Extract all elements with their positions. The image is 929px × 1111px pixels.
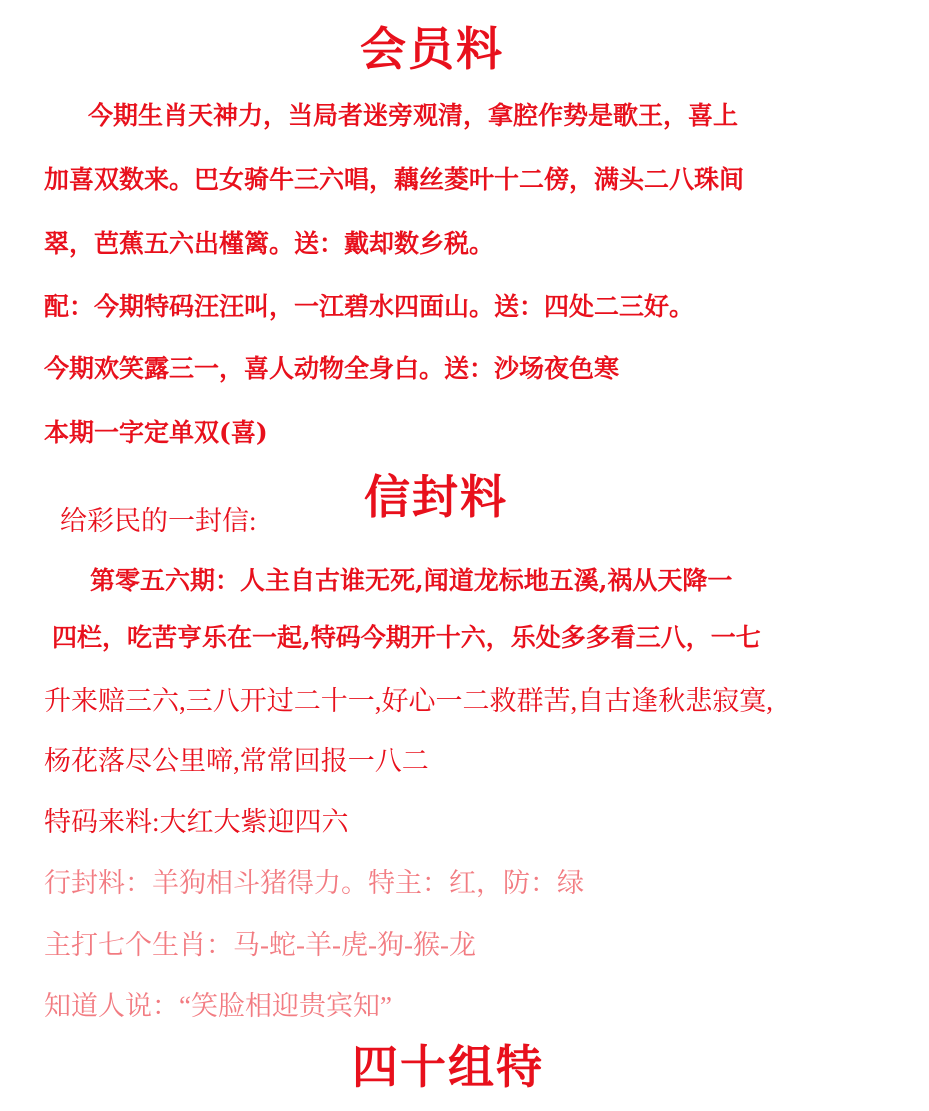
- member-line-6: 本期一字定单双(喜): [44, 418, 268, 447]
- envelope-line-8: 知道人说：“笑脸相迎贵宾知”: [44, 991, 392, 1021]
- envelope-line-1: 第零五六期：人主自古谁无死,闻道龙标地五溪,祸从天降一: [90, 566, 733, 595]
- member-line-2: 加喜双数来。巴女骑牛三六唱，藕丝菱叶十二傍，满头二八珠间: [44, 165, 745, 194]
- member-line-3: 翠，芭蕉五六出槿篱。送：戴却数乡税。: [44, 229, 495, 258]
- envelope-section-title: 信封料: [364, 470, 508, 524]
- footer-title: 四十组特: [352, 1040, 544, 1094]
- envelope-line-6: 行封料：羊狗相斗猪得力。特主：红，防：绿: [44, 868, 584, 898]
- envelope-line-7: 主打七个生肖：马-蛇-羊-虎-狗-猴-龙: [44, 930, 476, 960]
- member-section-title: 会员料: [360, 22, 504, 76]
- member-line-1: 今期生肖天神力，当局者迷旁观清，拿腔作势是歌王，喜上: [88, 101, 739, 130]
- envelope-greeting: 给彩民的一封信:: [60, 506, 257, 536]
- member-line-5: 今期欢笑露三一，喜人动物全身白。送：沙场夜色寒: [44, 354, 620, 383]
- envelope-line-2: 四栏，吃苦亨乐在一起,特码今期开十六，乐处多多看三八，一七: [52, 623, 761, 652]
- envelope-line-4: 杨花落尽公里啼,常常回报一八二: [44, 746, 429, 776]
- envelope-line-3: 升来赔三六,三八开过二十一,好心一二救群苦,自古逢秋悲寂寞,: [44, 686, 773, 716]
- member-line-4: 配：今期特码汪汪叫，一江碧水四面山。送：四处二三好。: [44, 292, 695, 321]
- envelope-line-5: 特码来料:大红大紫迎四六: [44, 807, 349, 837]
